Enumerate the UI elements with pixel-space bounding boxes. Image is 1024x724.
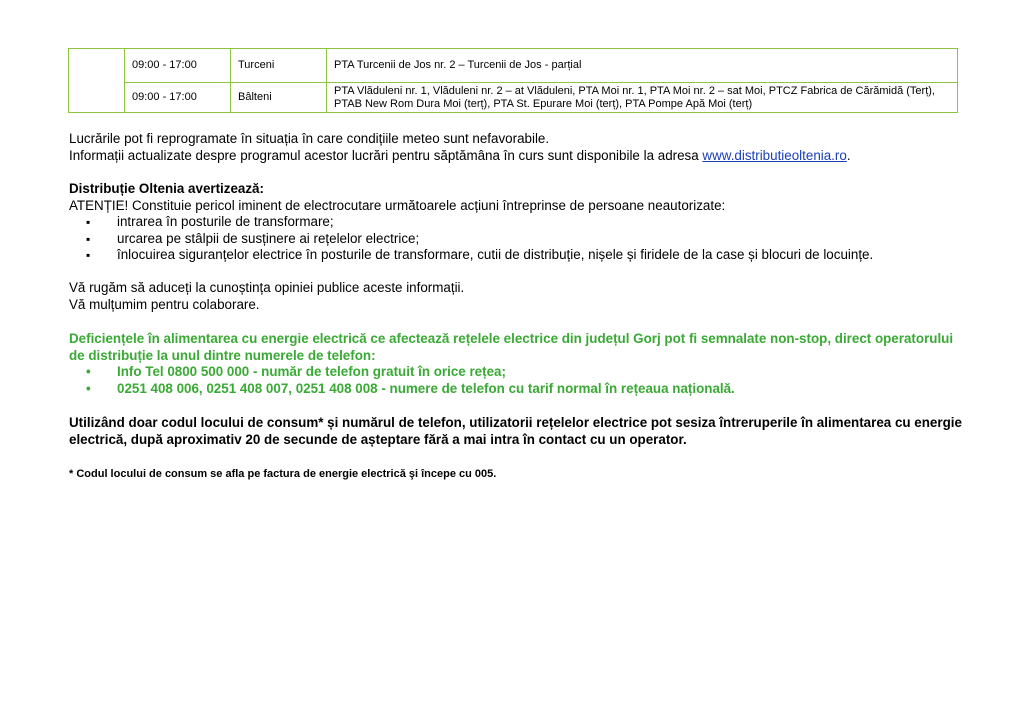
automated-reporting: Utilizând doar codul locului de consum* și numărul de telefon, utilizatorii rețelelor electrice pot sesiza întreruperile în alimentarea cu energie electrică, după aproximativ 20 de secunde de așteptare fără a mai intra în contact cu un operator. <box>69 415 962 447</box>
website-link[interactable]: www.distributieoltenia.ro <box>702 147 847 163</box>
thanks-line: Vă mulțumim pentru colaborare. <box>69 296 260 312</box>
public-notice <box>69 280 969 313</box>
reschedule-notice <box>69 131 969 164</box>
report-section <box>69 331 969 397</box>
report-intro: Deficiențele în alimentarea cu energie electrică ce afectează rețelele electrice din județul Gorj pot fi semnalate non-stop, direct operatorului de distribuție la unul dintre numerele de telefon: <box>69 331 954 363</box>
time-cell: 09:00 - 17:00 <box>125 49 231 83</box>
warning-title: Distribuție Oltenia avertizează: <box>69 181 264 196</box>
warning-intro: ATENȚIE! Constituie pericol iminent de electrocutare următoarele acțiuni întreprinse de persoane neautorizate: <box>69 197 726 213</box>
warning-list <box>86 214 969 264</box>
list-item: • 0251 408 006, 0251 408 007, 0251 408 008 - numere de telefon cu tarif normal în rețeaua națională. <box>86 381 969 398</box>
time-cell: 09:00 - 17:00 <box>125 83 231 113</box>
list-item: ▪ intrarea în posturile de transformare; <box>86 214 969 231</box>
location-cell: Bâlteni <box>231 83 327 113</box>
phone-list <box>86 364 969 397</box>
installations-cell: PTA Turcenii de Jos nr. 2 – Turcenii de Jos - parțial <box>327 49 958 83</box>
warning-section <box>69 181 969 264</box>
installations-cell: PTA Vlăduleni nr. 1, Vlăduleni nr. 2 – at Vlăduleni, PTA Moi nr. 1, PTA Moi nr. 2 – sat Moi, PTCZ Fabrica de Cărămidă (Terț), PTAB New Rom Dura Moi (terț), PTA St. Epurare Moi (terț), PTA Pompe Apă Moi (terț) <box>327 83 958 113</box>
request-line: Vă rugăm să aduceți la cunoștința opiniei publice aceste informații. <box>69 280 465 295</box>
footnote: * Codul locului de consum se afla pe factura de energie electrică şi începe cu 005. <box>69 468 497 480</box>
date-cell <box>69 49 125 113</box>
table-row <box>69 49 958 83</box>
list-item: • Info Tel 0800 500 000 - număr de telefon gratuit în orice rețea; <box>86 364 969 381</box>
table-row <box>69 83 958 113</box>
list-item: ▪ urcarea pe stâlpii de susținere ai rețelelor electrice; <box>86 231 969 248</box>
list-item: ▪ înlocuirea siguranțelor electrice în posturile de transformare, cutii de distribuție, nișele și firidele de la case și blocuri de locuințe. <box>86 247 969 264</box>
outage-schedule-table <box>68 48 958 113</box>
location-cell: Turceni <box>231 49 327 83</box>
reschedule-line: Lucrările pot fi reprogramate în situația în care condițiile meteo sunt nefavorabile. <box>69 131 550 146</box>
info-line: Informații actualizate despre programul acestor lucrări pentru săptămâna în curs sunt disponibile la adresa www.distributieoltenia.ro. <box>69 147 851 163</box>
